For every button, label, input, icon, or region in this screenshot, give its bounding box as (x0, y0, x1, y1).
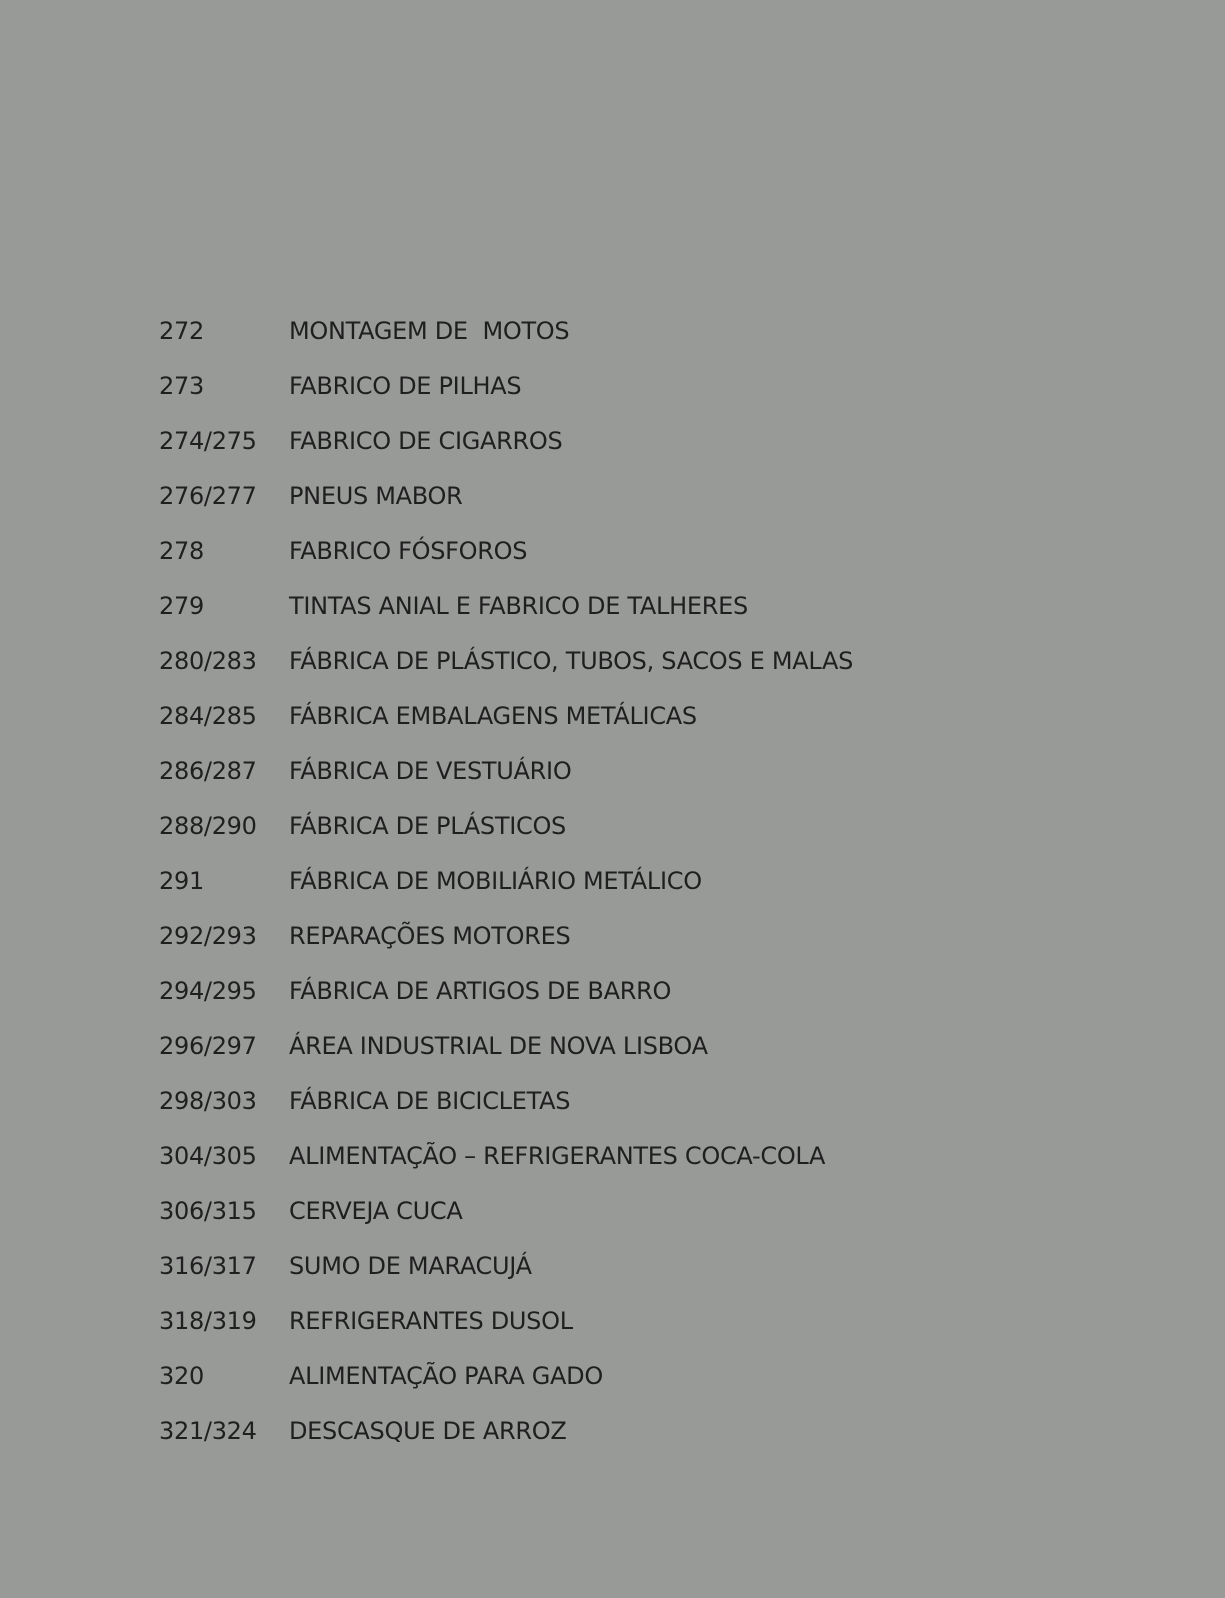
entry-pages: 306/315 (159, 1197, 257, 1225)
entry-title: FÁBRICA EMBALAGENS METÁLICAS (289, 702, 697, 730)
index-entry (159, 1304, 1119, 1359)
entry-title: SUMO DE MARACUJÁ (289, 1252, 532, 1280)
index-entry (159, 699, 1119, 754)
index-entry (159, 1414, 1119, 1469)
index-entry (159, 1359, 1119, 1414)
entry-pages: 280/283 (159, 647, 257, 675)
index-entry (159, 589, 1119, 644)
entry-pages: 273 (159, 372, 204, 400)
index-entry (159, 809, 1119, 864)
entry-title: REPARAÇÕES MOTORES (289, 922, 571, 950)
entry-pages: 274/275 (159, 427, 257, 455)
entry-title: CERVEJA CUCA (289, 1197, 463, 1225)
entry-pages: 286/287 (159, 757, 257, 785)
index-entry (159, 974, 1119, 1029)
index-entry (159, 864, 1119, 919)
entry-title: FÁBRICA DE BICICLETAS (289, 1087, 571, 1115)
entry-pages: 304/305 (159, 1142, 257, 1170)
entry-title: FABRICO DE CIGARROS (289, 427, 563, 455)
entry-pages: 321/324 (159, 1417, 257, 1445)
entry-pages: 284/285 (159, 702, 257, 730)
index-entry (159, 1139, 1119, 1194)
index-entry (159, 1249, 1119, 1304)
entry-title: PNEUS MABOR (289, 482, 463, 510)
entry-title: FABRICO FÓSFOROS (289, 537, 528, 565)
entry-pages: 279 (159, 592, 204, 620)
entry-title: FABRICO DE PILHAS (289, 372, 522, 400)
entry-title: TINTAS ANIAL E FABRICO DE TALHERES (289, 592, 748, 620)
index-entry (159, 644, 1119, 699)
index-entry (159, 479, 1119, 534)
entry-title: ALIMENTAÇÃO PARA GADO (289, 1362, 603, 1390)
entry-title: FÁBRICA DE VESTUÁRIO (289, 757, 572, 785)
entry-pages: 318/319 (159, 1307, 257, 1335)
entry-title: FÁBRICA DE ARTIGOS DE BARRO (289, 977, 672, 1005)
entry-title: FÁBRICA DE PLÁSTICO, TUBOS, SACOS E MALAS (289, 647, 854, 675)
entry-pages: 288/290 (159, 812, 257, 840)
entry-pages: 294/295 (159, 977, 257, 1005)
index-list (159, 314, 1119, 1469)
index-entry (159, 754, 1119, 809)
entry-pages: 272 (159, 317, 204, 345)
index-entry (159, 314, 1119, 369)
entry-pages: 276/277 (159, 482, 257, 510)
entry-pages: 298/303 (159, 1087, 257, 1115)
entry-title: ÁREA INDUSTRIAL DE NOVA LISBOA (289, 1032, 708, 1060)
entry-pages: 316/317 (159, 1252, 257, 1280)
index-entry (159, 1194, 1119, 1249)
entry-title: REFRIGERANTES DUSOL (289, 1307, 573, 1335)
entry-title: FÁBRICA DE MOBILIÁRIO METÁLICO (289, 867, 702, 895)
entry-pages: 320 (159, 1362, 204, 1390)
entry-title: MONTAGEM DE MOTOS (289, 317, 570, 345)
index-entry (159, 424, 1119, 479)
index-entry (159, 534, 1119, 589)
index-entry (159, 919, 1119, 974)
entry-title: DESCASQUE DE ARROZ (289, 1417, 567, 1445)
index-entry (159, 1029, 1119, 1084)
entry-pages: 296/297 (159, 1032, 257, 1060)
index-entry (159, 1084, 1119, 1139)
entry-title: ALIMENTAÇÃO – REFRIGERANTES COCA-COLA (289, 1142, 826, 1170)
index-entry (159, 369, 1119, 424)
entry-pages: 278 (159, 537, 204, 565)
entry-pages: 292/293 (159, 922, 257, 950)
entry-pages: 291 (159, 867, 204, 895)
entry-title: FÁBRICA DE PLÁSTICOS (289, 812, 566, 840)
